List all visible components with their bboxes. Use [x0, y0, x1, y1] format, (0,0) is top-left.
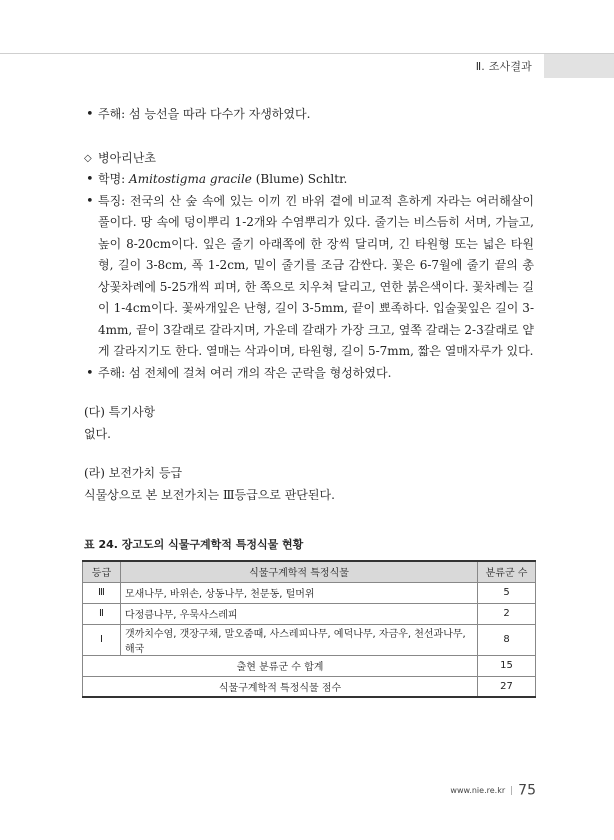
table-header-row	[83, 561, 536, 582]
header-count: 분류군 수	[478, 561, 536, 582]
prev-habitat-bullet: • 주해: 섬 능선을 따라 다수가 자생하였다.	[84, 104, 534, 126]
scientific-italic: Amitostigma gracile	[129, 172, 252, 186]
cell-plants: 갯까치수염, 갯장구채, 말오줌때, 사스레피나무, 예덕나무, 자금우, 천선과나무, 해국	[120, 624, 477, 655]
cell-grade: Ⅲ	[83, 582, 121, 603]
table-row	[83, 603, 536, 624]
cell-plants: 모새나무, 바위손, 상동나무, 천문동, 털머위	[120, 582, 477, 603]
table-row	[83, 624, 536, 655]
grade-heading: (라) 보전가치 등급	[84, 466, 183, 480]
page-number: 75	[518, 782, 536, 799]
section-label: Ⅱ. 조사결과	[475, 60, 532, 73]
body-content	[84, 104, 534, 506]
footer-url: www.nie.re.kr	[450, 786, 506, 795]
header-plants: 식물구계학적 특정식물	[120, 561, 477, 582]
species-name: ◇ 병아리난초	[84, 148, 534, 170]
cell-grade: Ⅱ	[83, 603, 121, 624]
total-label: 출현 분류군 수 합계	[83, 655, 478, 676]
special-text: 없다.	[84, 426, 111, 441]
footer-separator: |	[510, 785, 514, 796]
cell-count: 5	[478, 582, 536, 603]
scientific-name: • 학명: Amitostigma gracile (Blume) Schltr.	[84, 169, 534, 191]
specific-plants-table	[82, 560, 536, 698]
header-tab-block	[544, 54, 614, 78]
table-row	[83, 582, 536, 603]
score-label: 식물구계학적 특정식물 점수	[83, 676, 478, 697]
special-heading: (다) 특기사항	[84, 405, 156, 419]
cell-plants: 다정큼나무, 우묵사스레피	[120, 603, 477, 624]
table-total-row	[83, 655, 536, 676]
features-bullet: • 특징: 전국의 산 숲 속에 있는 이끼 낀 바위 곁에 비교적 흔하게 자라는 여러해살이풀이다. 땅 속에 덩이뿌리 1-2개와 수염뿌리가 있다. 줄기는 비스듬히 서며, 가늘고, 높이 8-20cm이다. 잎은 줄기 아래쪽에 한 장씩 달리며, 긴 타원형 또는 넓은 타원형, 길이 3-8cm, 폭 1-2cm, 밑이 줄기를 조금 감싼다. 꽃은 6-7월에 줄기 끝의 총상꽃차례에 5-25개씩 피며, 한 쪽으로 치우쳐 달리고, 연한 붉은색이다. 꽃차례는 길이 1-4cm이다. 꽃싸개잎은 난형, 길이 3-5mm, 끝이 뾰족하다. 입술꽃잎은 길이 3-4mm, 끝이 3갈래로 갈라지며, 가운데 갈래가 가장 크고, 옆쪽 갈래는 2-3갈래로 얕게 갈라지기도 한다. 열매는 삭과이며, 타원형, 길이 5-7mm, 짧은 열매자루가 있다.	[84, 191, 534, 363]
table-score-row	[83, 676, 536, 697]
page-footer	[450, 780, 536, 799]
header-grade: 등급	[83, 561, 121, 582]
grade-text: 식물상으로 본 보전가치는 Ⅲ등급으로 판단된다.	[84, 487, 335, 502]
cell-grade: Ⅰ	[83, 624, 121, 655]
running-header	[0, 54, 614, 78]
cell-count: 2	[478, 603, 536, 624]
score-value: 27	[478, 676, 536, 697]
table-title: 표 24. 장고도의 식물구계학적 특정식물 현황	[84, 538, 304, 551]
cell-count: 8	[478, 624, 536, 655]
habitat-bullet: • 주해: 섬 전체에 걸쳐 여러 개의 작은 군락을 형성하였다.	[84, 363, 534, 385]
total-value: 15	[478, 655, 536, 676]
